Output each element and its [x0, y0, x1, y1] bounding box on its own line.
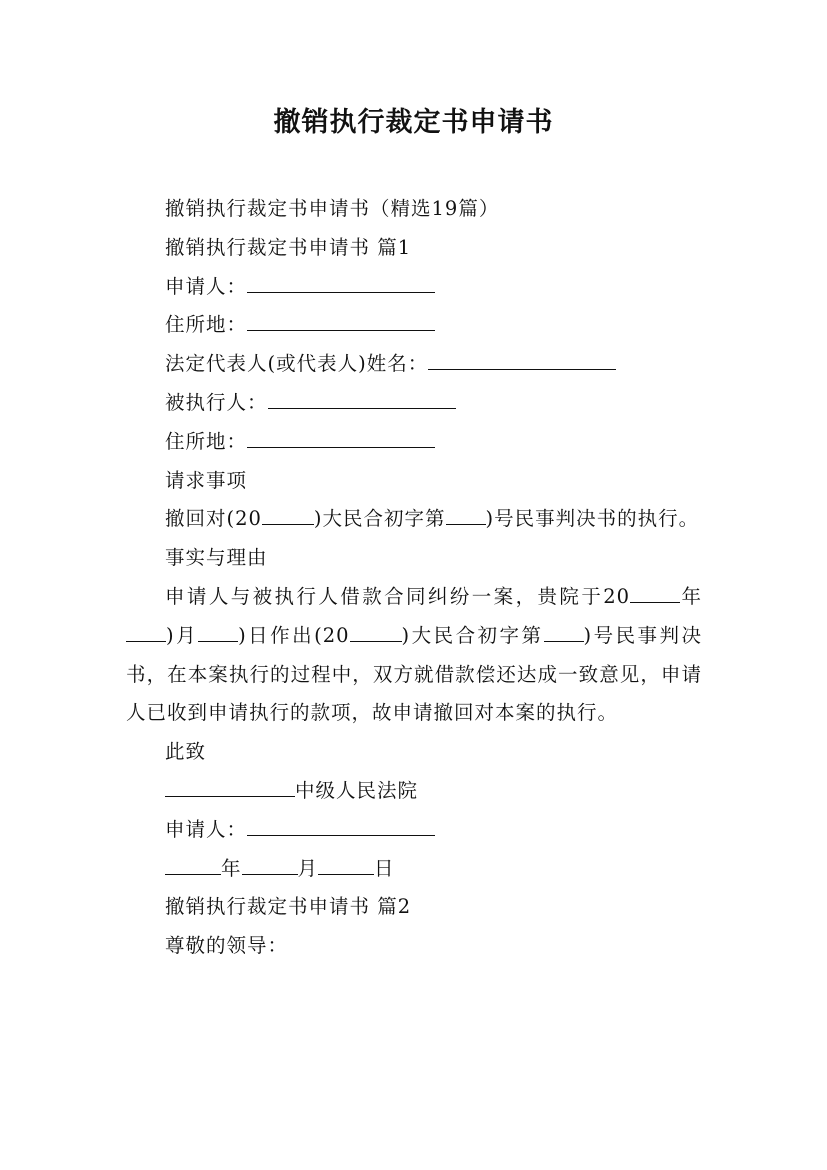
respondent-label: 被执行人： [165, 390, 268, 414]
facts-text-c: )月 [166, 623, 199, 647]
date-year-label: 年 [221, 856, 242, 880]
signature-applicant-blank [247, 818, 435, 836]
request-text-a: 撤回对(20 [165, 507, 262, 531]
date-year-blank [165, 857, 221, 875]
address-blank [247, 313, 435, 331]
respondent-address-blank [247, 430, 435, 448]
applicant-blank [247, 275, 435, 293]
facts-text-a: 申请人与被执行人借款合同纠纷一案，贵院于20 [165, 584, 631, 608]
applicant-label: 申请人： [165, 274, 248, 298]
year-blank [262, 507, 314, 525]
respondent-blank [268, 391, 456, 409]
court-blank [165, 779, 295, 797]
facts-text-e: )大民合初字第 [401, 623, 544, 647]
date-month-label: 月 [297, 856, 319, 880]
address-line [126, 306, 702, 345]
respondent-address-line [126, 423, 702, 462]
date-month-blank [242, 857, 298, 875]
facts-day-blank [198, 624, 238, 642]
date-day-blank [318, 857, 374, 875]
request-paragraph [126, 500, 702, 539]
court-line [126, 772, 702, 811]
facts-case-number-blank [544, 624, 584, 642]
document-title: 撤销执行裁定书申请书 [273, 107, 554, 138]
court-label: 中级人民法院 [295, 778, 419, 802]
date-day-label: 日 [374, 856, 395, 880]
facts-text-b: 年 [680, 584, 702, 608]
date-line [126, 850, 702, 889]
facts-month-blank [126, 624, 166, 642]
applicant-line [126, 268, 702, 307]
request-text-c: )号民事判决书的执行。 [485, 507, 700, 531]
subtitle-line: 撤销执行裁定书申请书（精选19篇） [165, 197, 500, 220]
legal-rep-line [126, 345, 702, 384]
respondent-address-label: 住所地： [165, 429, 248, 453]
document-body [126, 190, 702, 966]
section-heading-2: 撤销执行裁定书申请书 篇2 [165, 895, 412, 919]
request-text-b: )大民合初字第 [313, 507, 446, 531]
case-number-blank [446, 507, 486, 525]
signature-applicant-line [126, 811, 702, 850]
facts-paragraph [126, 578, 702, 733]
respondent-line [126, 384, 702, 423]
legal-rep-label: 法定代表人(或代表人)姓名： [165, 352, 429, 376]
facts-text-f: )号民事判决书，在本案执行的过程中，双方就借款偿还达成一致意见，申请人已收到申请执行的款项，故申请撤回对本案的执行。 [126, 623, 703, 725]
address-label: 住所地： [165, 313, 248, 337]
legal-rep-blank [428, 352, 616, 370]
greeting-line: 尊敬的领导： [165, 934, 289, 958]
facts-text-d: )日作出(20 [238, 623, 350, 647]
facts-heading: 事实与理由 [165, 546, 268, 570]
section-heading-1: 撤销执行裁定书申请书 篇1 [165, 235, 412, 259]
signature-applicant-label: 申请人： [165, 817, 248, 841]
request-heading: 请求事项 [165, 468, 248, 492]
facts-year-blank [630, 585, 680, 603]
facts-case-year-blank [350, 624, 402, 642]
salutation-line: 此致 [165, 740, 207, 764]
